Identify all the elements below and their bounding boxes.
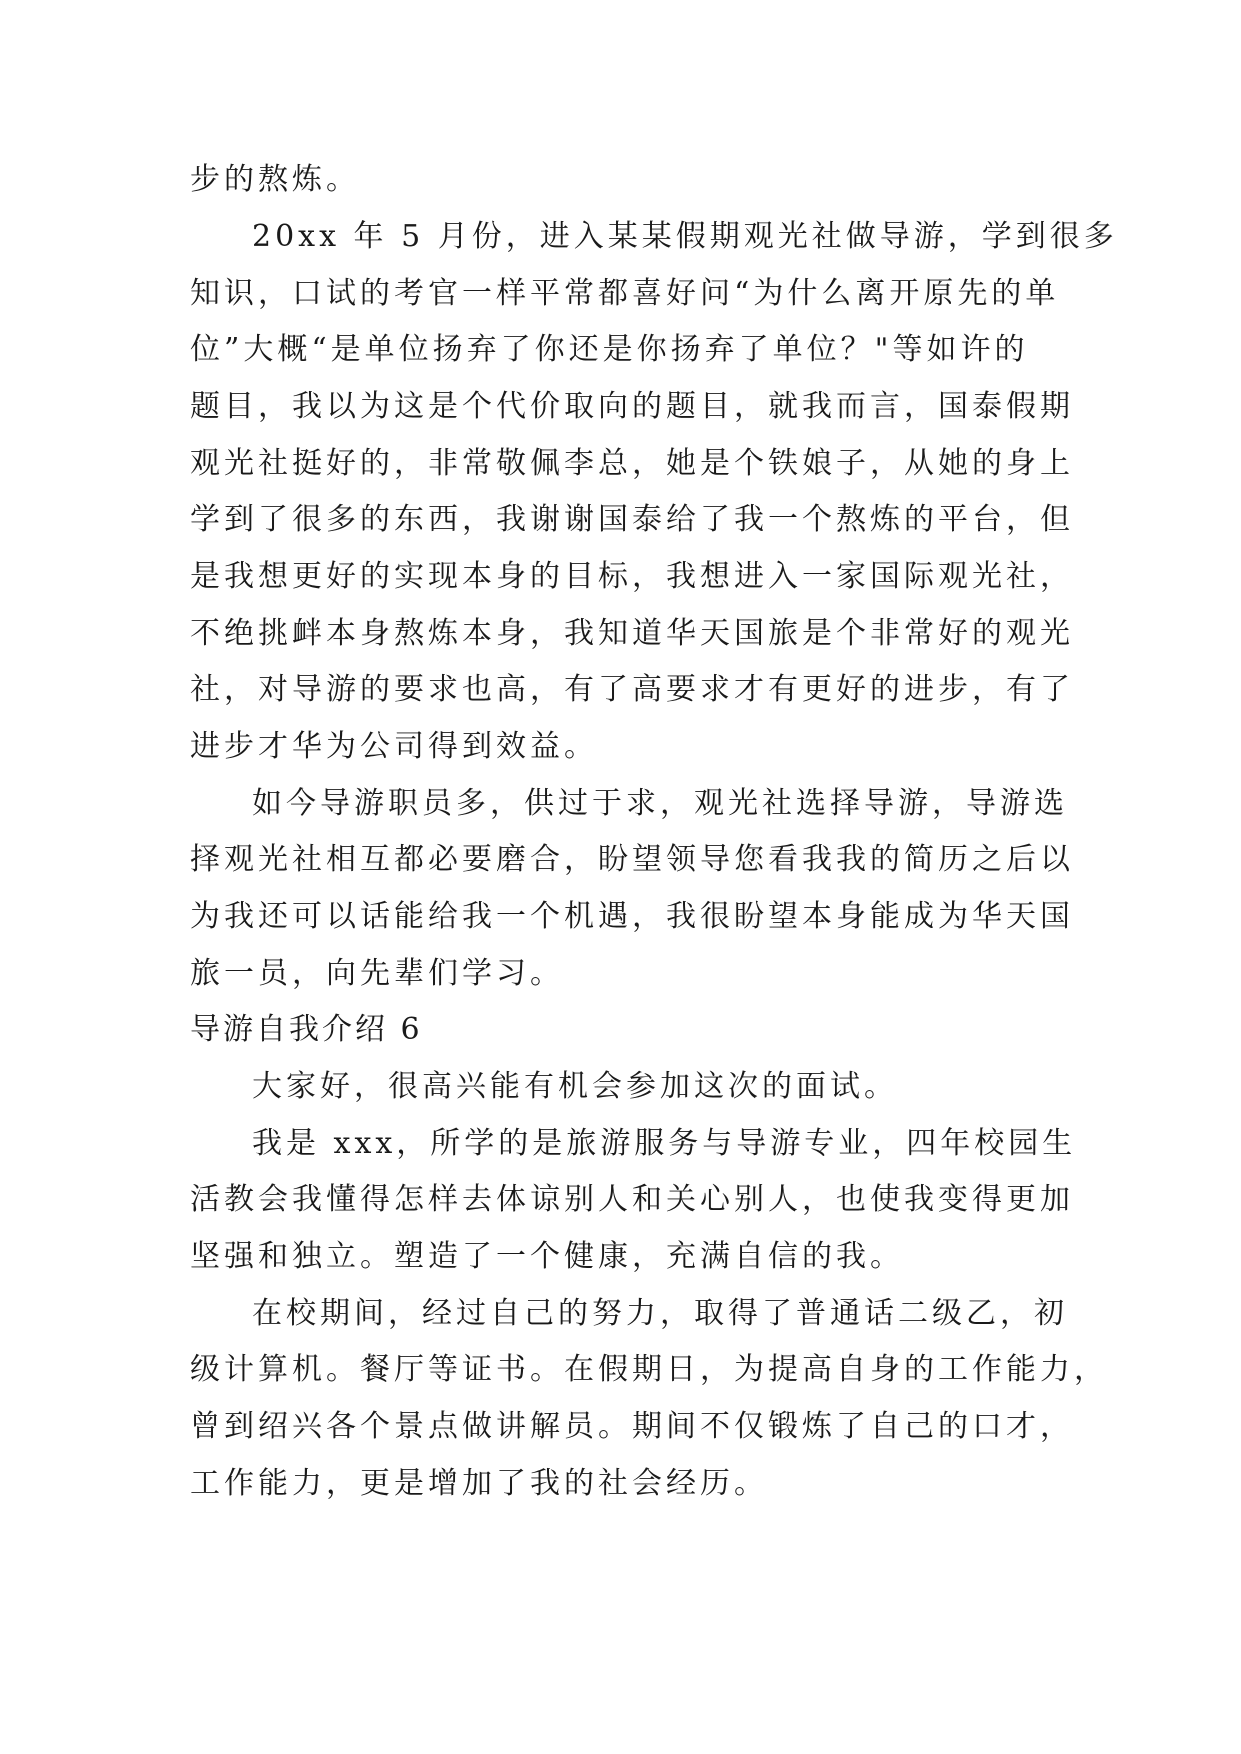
paragraph-line: 题目，我以为这是个代价取向的题目，就我而言，国泰假期 xyxy=(190,389,1074,424)
paragraph-line: 进步才华为公司得到效益。 xyxy=(190,729,598,764)
paragraph-line: 坚强和独立。塑造了一个健康，充满自信的我。 xyxy=(190,1239,904,1274)
paragraph-line: 不绝挑衅本身熬炼本身，我知道华天国旅是个非常好的观光 xyxy=(190,616,1074,651)
paragraph-line: 步的熬炼。 xyxy=(190,162,360,197)
paragraph-line: 社，对导游的要求也高，有了高要求才有更好的进步，有了 xyxy=(190,672,1074,707)
paragraph-line: 工作能力，更是增加了我的社会经历。 xyxy=(190,1466,768,1501)
paragraph-line: 位”大概“是单位扬弃了你还是你扬弃了单位？"等如许的 xyxy=(190,332,1029,367)
paragraph-line: 大家好，很高兴能有机会参加这次的面试。 xyxy=(252,1069,898,1104)
paragraph-line: 知识，口试的考官一样平常都喜好问“为什么离开原先的单 xyxy=(190,276,1060,311)
paragraph-line: 在校期间，经过自己的努力，取得了普通话二级乙，初 xyxy=(252,1296,1068,1331)
paragraph-line: 如今导游职员多，供过于求，观光社选择导游，导游选 xyxy=(252,786,1068,821)
paragraph-line: 学到了很多的东西，我谢谢国泰给了我一个熬炼的平台，但 xyxy=(190,502,1074,537)
paragraph-line: 是我想更好的实现本身的目标，我想进入一家国际观光社， xyxy=(190,559,1074,594)
paragraph-line: 级计算机。餐厅等证书。在假期日，为提高自身的工作能力， xyxy=(190,1352,1108,1387)
paragraph-line: 20xx 年 5 月份，进入某某假期观光社做导游，学到很多 xyxy=(252,219,1118,254)
paragraph-line: 择观光社相互都必要磨合，盼望领导您看我我的简历之后以 xyxy=(190,842,1074,877)
section-heading: 导游自我介绍 6 xyxy=(190,1012,423,1047)
paragraph-line: 为我还可以话能给我一个机遇，我很盼望本身能成为华天国 xyxy=(190,899,1074,934)
paragraph-line: 我是 xxx，所学的是旅游服务与导游专业，四年校园生 xyxy=(252,1126,1077,1161)
paragraph-line: 观光社挺好的，非常敬佩李总，她是个铁娘子，从她的身上 xyxy=(190,446,1074,481)
paragraph-line: 旅一员，向先辈们学习。 xyxy=(190,956,564,991)
paragraph-line: 活教会我懂得怎样去体谅别人和关心别人，也使我变得更加 xyxy=(190,1182,1074,1217)
paragraph-line: 曾到绍兴各个景点做讲解员。期间不仅锻炼了自己的口才， xyxy=(190,1409,1074,1444)
